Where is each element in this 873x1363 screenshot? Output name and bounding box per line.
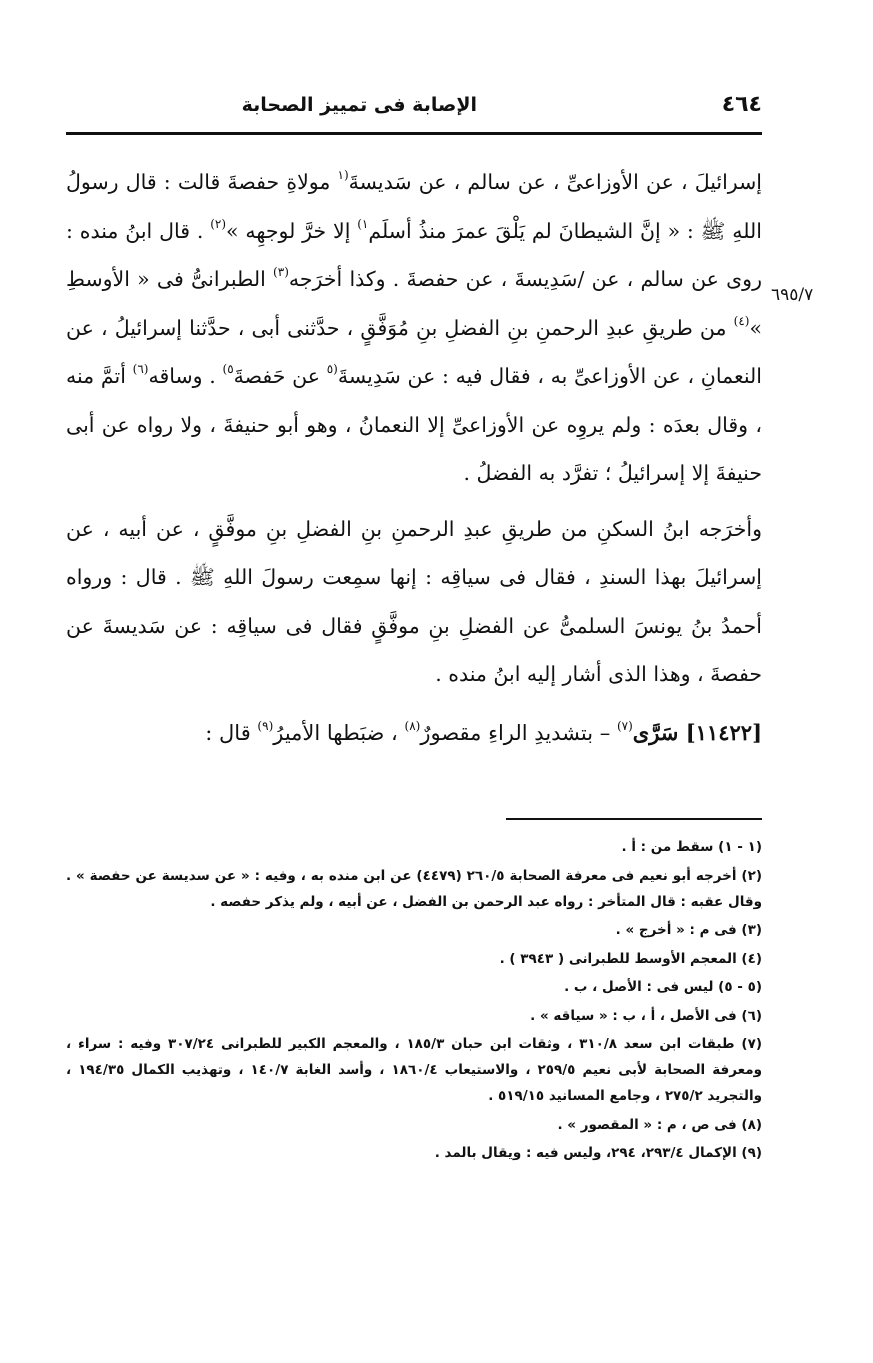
footnote-4: (٤) المعجم الأوسط للطبرانى ( ٣٩٤٣ ) . bbox=[499, 950, 762, 967]
footnote-marker: (٩) bbox=[257, 718, 274, 733]
text-run: أتمَّ منه ، وقال بعدَه : ولم يروِه عن الأوزاعىِّ إلا النعمانُ ، وهو أبو حنيفةَ ، ولا رواه عن أبى حنيفةَ إلا إسرائيلُ ؛ تفرَّد به الفضلُ . bbox=[66, 364, 762, 485]
entry-heading-paragraph bbox=[66, 709, 762, 758]
page-header bbox=[66, 90, 762, 124]
text-run: ، ضبَطها الأميرُ bbox=[273, 720, 405, 745]
text-run: – بتشديدِ الراءِ مقصورٌ bbox=[420, 720, 617, 745]
footnote-2: (٢) أخرجه أبو نعيم فى معرفة الصحابة ٢٦٠/٥ (٤٤٧٩) عن ابن منده به ، وفيه : « عن سديسة عن حفصة » . وقال عقبه : قال المتأخر : رواه عبد الرحمن بن الفضل ، عن أبيه ، ولم يذكر حفصه . bbox=[66, 867, 762, 910]
footnote-marker: (١ bbox=[337, 168, 349, 183]
header-rule bbox=[66, 132, 762, 135]
text-run: الطبرانىُّ فى « الأوسطِ » bbox=[66, 267, 762, 340]
text-run: قال : bbox=[205, 720, 258, 745]
footnote-marker: ٥) bbox=[222, 362, 234, 377]
paragraph-1 bbox=[66, 158, 762, 498]
text-run: عن حَفصةَ bbox=[233, 364, 327, 388]
running-title: الإصابة فى تمييز الصحابة bbox=[241, 94, 477, 116]
footnotes bbox=[66, 834, 762, 1169]
text-run: مولاةِ حفصةَ قالت : قال رسولُ اللهِ ﷺ : « إنَّ الشيطانَ لم يَلْقَ عمرَ منذُ أسلَم bbox=[66, 170, 762, 243]
text-run: من طريقِ عبدِ الرحمنِ بنِ الفضلِ بنِ مُوَفَّقٍ ، حدَّثنى أبى ، حدَّثنا إسرائيلُ ، عن النعمانِ ، عن الأوزاعىِّ به ، فقال فيه : عن سَدِيسةَ bbox=[66, 315, 762, 388]
text-run: . قال ابنُ منده : روى عن سالم ، عن /سَدِيسةَ ، عن حفصةَ . وكذا أخرَجه bbox=[66, 218, 762, 291]
text-run: . وساقه bbox=[148, 364, 223, 388]
footnote-1: (١ - ١) سقط من : أ . bbox=[621, 839, 762, 855]
footnote-marker: (٣) bbox=[273, 265, 289, 280]
footnote-marker: (٦) bbox=[132, 362, 149, 377]
footnote-7: (٧) طبقات ابن سعد ٣١٠/٨ ، وثقات ابن حبان ١٨٥/٣ ، والمعجم الكبير للطبرانى ٣٠٧/٢٤ وفيه : سراء ، ومعرفة الصحابة لأبى نعيم ٢٥٩/٥ ، والاستيعاب ١٨٦٠/٤ ، وأسد الغابة ١٤٠/٧ ، وتهذيب الكمال ١٩٤/٣٥ ، والتجريد ٢٧٥/٢ ، وجامع المسانيد ٥١٩/١٥ . bbox=[66, 1036, 763, 1104]
footnote-rule bbox=[506, 818, 762, 820]
footnote-marker: (٢) bbox=[210, 216, 227, 231]
margin-volume-page-note: ٦٩٥/٧ bbox=[771, 285, 814, 305]
entry-name: سَرَّى bbox=[632, 719, 686, 745]
entry-number: [١١٤٢٢] bbox=[685, 719, 762, 745]
text-run: إسرائيلَ ، عن الأوزاعىِّ ، عن سالم ، عن سَديسةَ bbox=[348, 170, 762, 194]
footnote-marker: ١) bbox=[357, 216, 369, 231]
page-number: ٤٦٤ bbox=[721, 92, 762, 117]
footnote-marker: (٧) bbox=[616, 718, 633, 733]
footnote-8: (٨) فى ص ، م : « المقصور » . bbox=[557, 1116, 762, 1133]
footnote-9: (٩) الإكمال ٢٩٣/٤، ٢٩٤، وليس فيه : ويقال بالمد . bbox=[434, 1145, 762, 1161]
footnote-marker: (٥ bbox=[326, 362, 338, 377]
footnote-5: (٥ - ٥) ليس فى : الأصل ، ب . bbox=[564, 979, 762, 995]
paragraph-2: وأخرَجه ابنُ السكنِ من طريقِ عبدِ الرحمنِ بنِ الفضلِ بنِ موفَّقٍ ، عن أبيه ، عن إسرائيلَ بهذا السندِ ، فقال فى سياقِه : إنها سمِعت رسولَ اللهِ ﷺ . قال : ورواه أحمدُ بنُ يونسَ السلمىُّ عن الفضلِ بنِ موفَّقٍ فقال فى سياقِه : عن سَديسةَ عن حفصةَ ، وهذا الذى أشار إليه ابنُ منده . bbox=[66, 516, 762, 686]
footnote-6: (٦) فى الأصل ، أ ، ب : « سياقه » . bbox=[530, 1007, 762, 1024]
main-text bbox=[66, 158, 762, 757]
footnote-marker: (٨) bbox=[404, 718, 421, 733]
text-run: إلا خرَّ لوجهِه » bbox=[226, 218, 358, 243]
footnote-marker: (٤) bbox=[733, 313, 750, 328]
footnote-3: (٣) فى م : « أخرج » . bbox=[615, 922, 762, 938]
